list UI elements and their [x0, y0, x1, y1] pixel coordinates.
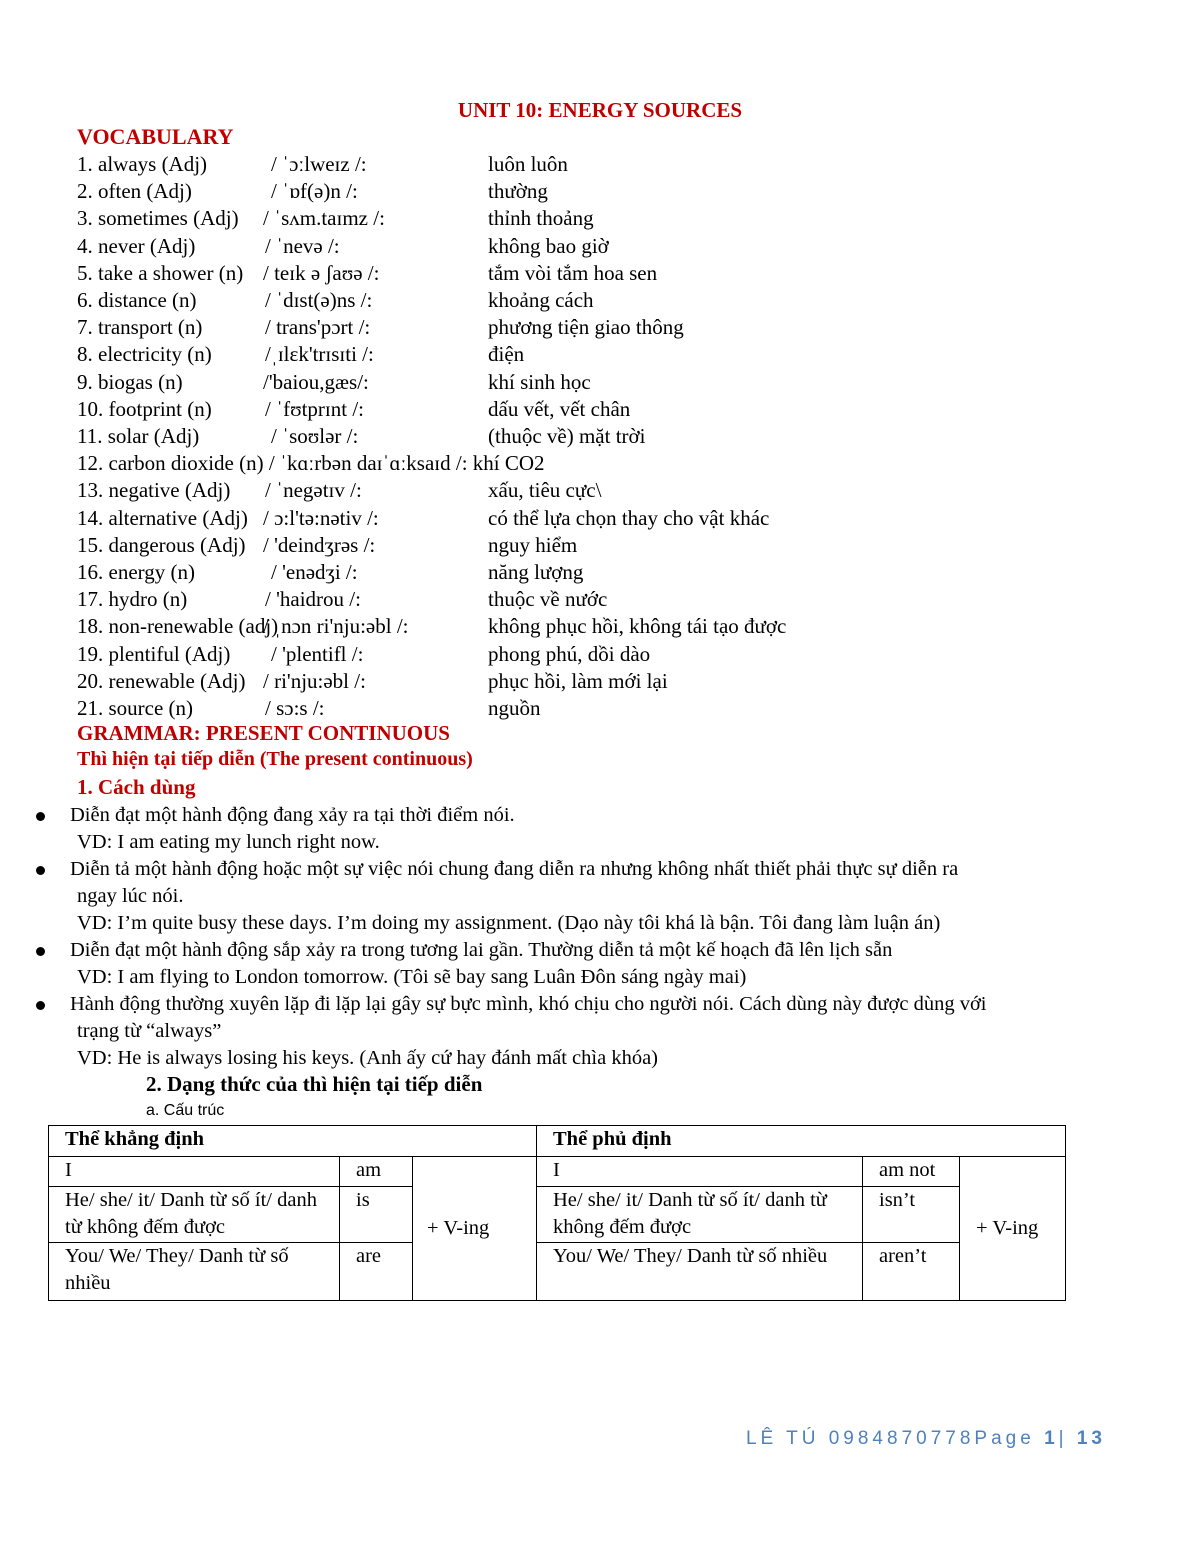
table-cell-neg-subject: I — [537, 1157, 863, 1187]
vocab-pronunciation: /'baiou,gæs/: — [263, 369, 369, 394]
bullet-icon — [36, 866, 45, 875]
table-cell-neg-subject: You/ We/ They/ Danh từ số nhiều — [537, 1243, 863, 1301]
vocab-pronunciation: / 'enədʒi /: — [271, 560, 358, 584]
bullet-icon — [36, 1001, 45, 1010]
vocab-pronunciation: / ˈsoʊlər /: — [271, 424, 359, 448]
vocab-term: 9. biogas (n) — [77, 369, 183, 394]
table-cell-neg-subject: He/ she/ it/ Danh từ số ít/ danh từ không đếm được — [537, 1187, 863, 1243]
table-cell-neg-aux: aren’t — [863, 1243, 960, 1301]
vocab-meaning: không phục hồi, không tái tạo được — [488, 614, 787, 639]
structure-table — [48, 1125, 1066, 1301]
vocab-meaning: xấu, tiêu cực\ — [488, 478, 602, 503]
table-cell-neg-aux: am not — [863, 1157, 960, 1187]
affirmative-header: Thể khẳng định — [49, 1126, 537, 1157]
page-title: UNIT 10: ENERGY SOURCES — [457, 98, 743, 122]
vocab-term: 11. solar (Adj) — [77, 424, 200, 448]
vocab-meaning: luôn luôn — [488, 152, 568, 176]
vocab-term: 7. transport (n) — [77, 315, 203, 340]
vocab-pronunciation: / ˈnevə /: — [265, 233, 340, 258]
footer-author: LÊ TÚ 0984870778 — [745, 1428, 975, 1449]
vocab-pronunciation: / 'deindʒrəs /: — [263, 532, 376, 557]
vocab-pronunciation: / ɔ:l'tə:nətiv /: — [263, 505, 379, 530]
vocab-meaning: thuộc về nước — [488, 587, 608, 612]
footer-separator: | — [1058, 1428, 1068, 1449]
table-cell-aux: are — [340, 1243, 413, 1301]
vocab-term: 20. renewable (Adj) — [77, 668, 246, 693]
footer-page-number: 1 — [1044, 1428, 1059, 1449]
page-footer — [746, 1428, 1106, 1450]
grammar-heading: GRAMMAR: PRESENT CONTINUOUS — [77, 721, 450, 745]
vocab-pronunciation: / ˈfʊtprɪnt /: — [265, 396, 365, 421]
table-cell-neg-ving: + V-ing — [960, 1157, 1066, 1301]
vocab-pronunciation: /ˌɪlɛk'trɪsɪti /: — [265, 342, 374, 367]
bullet-icon — [36, 812, 45, 821]
table-cell-aux: am — [340, 1157, 413, 1187]
vocab-meaning: phục hồi, làm mới lại — [488, 668, 668, 693]
vocab-term: 12. carbon dioxide (n) / ˈkɑːrbən daɪˈɑːksaɪd /: khí CO2 — [77, 451, 545, 476]
vocab-term: 5. take a shower (n) — [77, 260, 244, 285]
table-cell-neg-aux: isn’t — [863, 1187, 960, 1243]
form-heading: 2. Dạng thức của thì hiện tại tiếp diễn — [146, 1072, 483, 1096]
vocab-pronunciation: / ˈsʌm.taɪmz /: — [263, 206, 385, 231]
vocab-pronunciation: / teɪk ə ʃaʊə /: — [263, 260, 380, 285]
grammar-subheading: Thì hiện tại tiếp diễn (The present continuous) — [77, 748, 473, 770]
vocab-term: 16. energy (n) — [77, 560, 195, 584]
vocab-term: 6. distance (n) — [77, 288, 197, 312]
footer-page-word: Page — [974, 1428, 1035, 1449]
vocab-meaning: phong phú, dồi dào — [488, 641, 651, 666]
vocab-pronunciation: / trans'pɔrt /: — [265, 315, 371, 340]
usage-line: VD: I am eating my lunch right now. — [77, 831, 380, 853]
table-cell-subject: He/ she/ it/ Danh từ số ít/ danh từ không đếm được — [49, 1187, 340, 1243]
vocab-term: 8. electricity (n) — [77, 342, 212, 367]
vocab-term: 19. plentiful (Adj) — [77, 641, 231, 666]
usage-line: VD: I am flying to London tomorrow. (Tôi sẽ bay sang Luân Đôn sáng ngày mai) — [77, 966, 747, 988]
vocabulary-heading: VOCABULARY — [77, 124, 234, 149]
vocab-pronunciation: / ˈnegətɪv /: — [265, 478, 362, 503]
vocab-meaning: thường — [488, 179, 548, 204]
vocab-term: 3. sometimes (Adj) — [77, 206, 239, 231]
vocab-meaning: không bao giờ — [488, 233, 609, 258]
vocab-meaning: thỉnh thoảng — [488, 206, 594, 231]
vocab-pronunciation: / 'plentifl /: — [271, 641, 364, 666]
usage-item: Hành động thường xuyên lặp đi lặp lại gây sự bực mình, khó chịu cho người nói. Cách dùng này được dùng với — [70, 993, 987, 1015]
structure-label: a. Cấu trúc — [146, 1102, 225, 1119]
vocab-meaning: khoảng cách — [488, 288, 594, 312]
vocab-term: 4. never (Adj) — [77, 233, 196, 258]
vocab-meaning: (thuộc về) mặt trời — [488, 424, 646, 448]
table-cell-aux: is — [340, 1187, 413, 1243]
vocab-meaning: nguy hiểm — [488, 532, 578, 557]
vocab-term: 10. footprint (n) — [77, 396, 212, 421]
vocab-meaning: khí sinh học — [488, 369, 591, 394]
vocab-term: 13. negative (Adj) — [77, 478, 231, 503]
vocab-meaning: phương tiện giao thông — [488, 315, 684, 340]
vocab-pronunciation: / sɔ:s /: — [265, 696, 325, 720]
vocab-pronunciation: / ˈɔːlweɪz /: — [271, 152, 367, 176]
footer-total-pages: 13 — [1076, 1428, 1106, 1449]
usage-heading: 1. Cách dùng — [77, 775, 196, 799]
vocab-term: 21. source (n) — [77, 696, 194, 720]
vocab-pronunciation: / ˈdɪst(ə)ns /: — [265, 288, 373, 312]
vocab-meaning: có thể lựa chọn thay cho vật khác — [488, 505, 770, 530]
usage-item: Diễn đạt một hành động đang xảy ra tại thời điểm nói. — [70, 804, 515, 826]
vocab-meaning: nguồn — [488, 696, 541, 720]
usage-line: VD: He is always losing his keys. (Anh ấy cứ hay đánh mất chìa khóa) — [77, 1047, 658, 1069]
table-cell-subject: You/ We/ They/ Danh từ số nhiều — [49, 1243, 340, 1301]
usage-line: VD: I’m quite busy these days. I’m doing my assignment. (Dạo này tôi khá là bận. Tôi đang làm luận án) — [77, 912, 941, 934]
vocab-pronunciation: / 'haidrou /: — [265, 587, 361, 612]
vocab-pronunciation: / ˌnɔn ri'nju:əbl /: — [263, 614, 409, 639]
table-cell-subject: I — [49, 1157, 340, 1187]
vocab-term: 14. alternative (Adj) — [77, 505, 248, 530]
vocab-term: 17. hydro (n) — [77, 587, 188, 612]
usage-line: trạng từ “always” — [77, 1020, 222, 1042]
usage-item: Diễn tả một hành động hoặc một sự việc nói chung đang diễn ra nhưng không nhất thiết phải thực sự diễn ra — [70, 858, 959, 880]
vocab-meaning: năng lượng — [488, 560, 584, 584]
negative-header: Thể phủ định — [537, 1126, 1066, 1157]
vocab-term: 15. dangerous (Adj) — [77, 532, 246, 557]
vocab-meaning: điện — [488, 342, 525, 367]
vocab-term: 1. always (Adj) — [77, 152, 208, 176]
vocab-term: 2. often (Adj) — [77, 179, 192, 204]
vocab-meaning: tắm vòi tắm hoa sen — [488, 260, 658, 285]
vocab-pronunciation: / ˈɒf(ə)n /: — [271, 179, 358, 204]
vocab-meaning: dấu vết, vết chân — [488, 396, 631, 421]
usage-item: Diễn đạt một hành động sắp xảy ra trong tương lai gần. Thường diễn tả một kế hoạch đã lên lịch sẵn — [70, 939, 893, 961]
bullet-icon — [36, 947, 45, 956]
usage-line: ngay lúc nói. — [77, 885, 184, 907]
table-cell-ving: + V-ing — [413, 1157, 537, 1301]
vocab-term: 18. non-renewable (adj) — [77, 614, 279, 639]
vocab-pronunciation: / ri'nju:əbl /: — [263, 668, 366, 693]
